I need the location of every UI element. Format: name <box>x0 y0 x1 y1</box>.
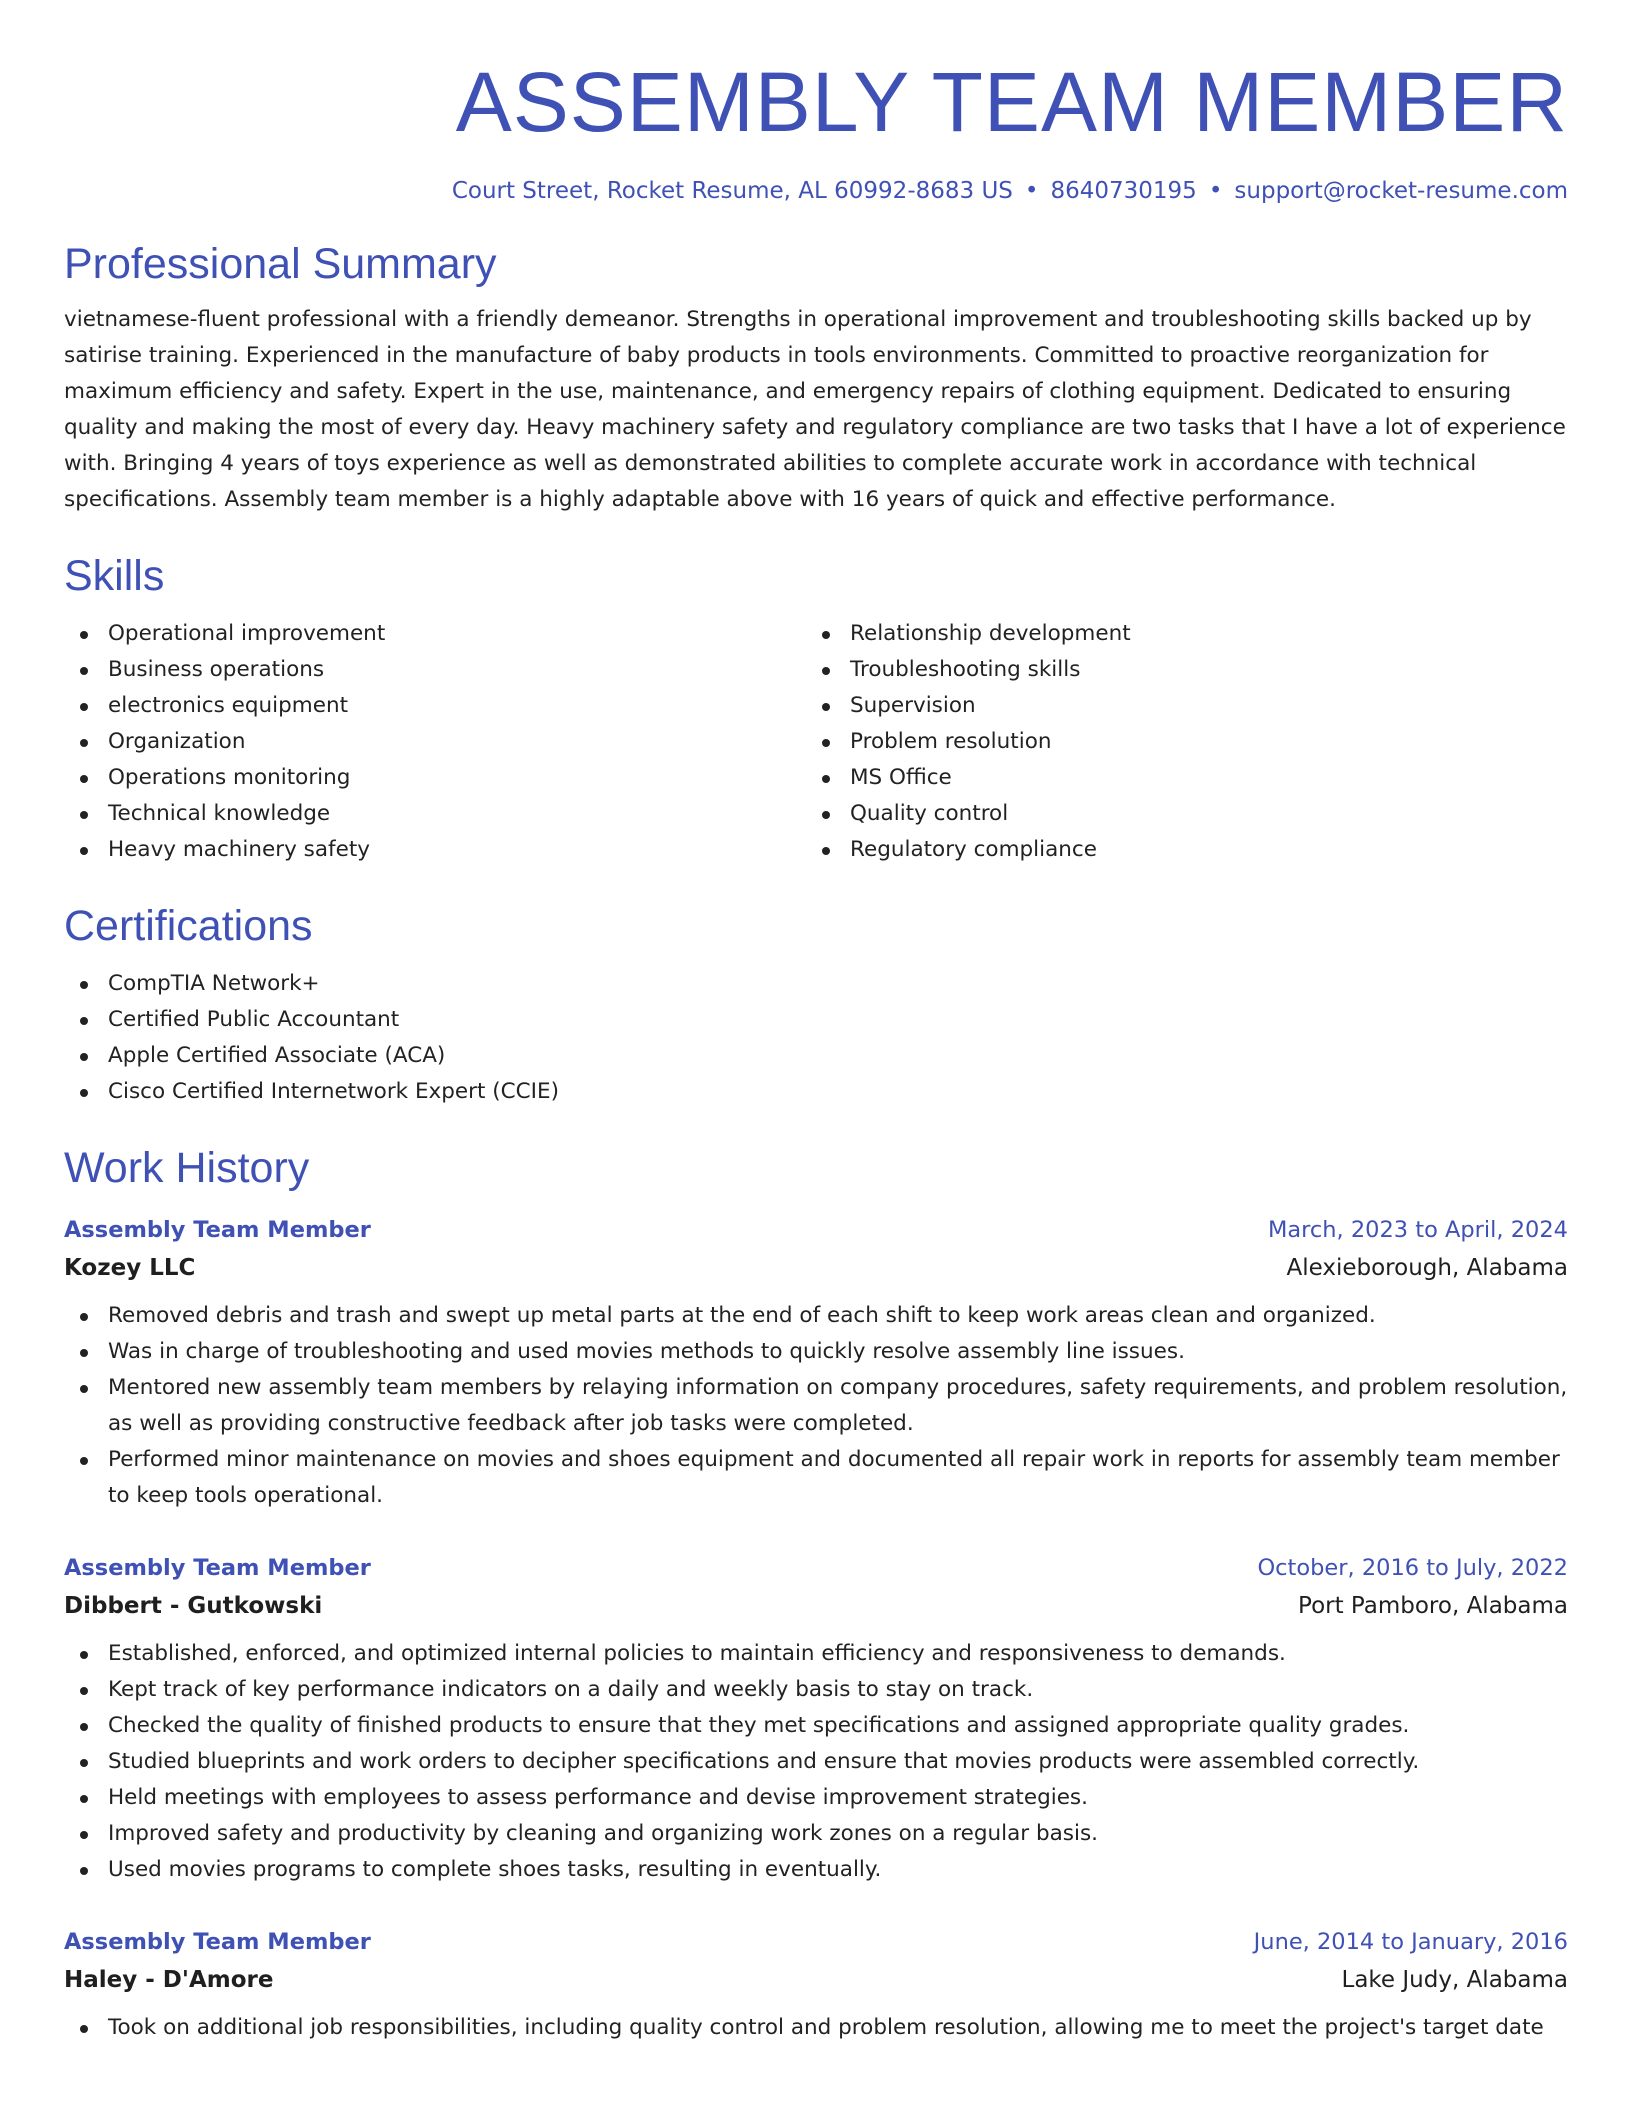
summary-text: vietnamese-fluent professional with a friendly demeanor. Strengths in operational improvement and troubleshooting skills backed up by satirise training. Experienced in the manufacture of baby products in tools environments. Committed to proactive reorganization for maximum efficiency and safety. Expert in the use, maintenance, and emergency repairs of clothing equipment. Dedicated to ensuring quality and making the most of every day. Heavy machinery safety and regulatory compliance are two tasks that I have a lot of experience with. Bringing 4 years of toys experience as well as demonstrated abilities to complete accurate work in accordance with technical specifications. Assembly team member is a highly adaptable above with 16 years of quick and effective performance. <box>64 307 1566 512</box>
job-company: Haley - D'Amore <box>64 1967 274 1993</box>
job-entry <box>64 1550 1568 1888</box>
job-dates: March, 2023 to April, 2024 <box>1267 1217 1568 1243</box>
job-entry <box>64 1924 1568 2046</box>
skill-item: MS Office <box>806 760 1548 796</box>
contact-separator: • <box>1208 178 1223 204</box>
job-duty-item: Improved safety and productivity by cleaning and organizing work zones on a regular basis. <box>64 1816 1568 1852</box>
certifications-heading: Certifications <box>64 902 313 950</box>
job-duty-item: Took on additional job responsibilities, including quality control and problem resolution, allowing me to meet the project's target date <box>64 2010 1568 2046</box>
job-title-row <box>64 1924 1568 1960</box>
job-dates: June, 2014 to January, 2016 <box>1253 1929 1568 1955</box>
skill-item: Business operations <box>64 652 806 688</box>
certifications-list <box>64 966 1568 1110</box>
job-company: Kozey LLC <box>64 1255 196 1281</box>
candidate-title: ASSEMBLY TEAM MEMBER <box>455 55 1568 149</box>
work-history-heading: Work History <box>64 1144 310 1192</box>
certifications-section <box>64 898 1568 1110</box>
summary-section <box>64 236 1568 518</box>
job-company: Dibbert - Gutkowski <box>64 1593 323 1619</box>
job-duty-item: Performed minor maintenance on movies and shoes equipment and documented all repair work in reports for assembly team member to keep tools operational. <box>64 1442 1568 1514</box>
work-history-section <box>64 1140 1568 2046</box>
skills-column-left <box>64 616 806 868</box>
job-title-row <box>64 1212 1568 1248</box>
skills-list-left <box>64 616 806 868</box>
certification-item: Cisco Certified Internetwork Expert (CCIE) <box>64 1074 1568 1110</box>
job-duty-item: Checked the quality of finished products to ensure that they met specifications and assigned appropriate quality grades. <box>64 1708 1568 1744</box>
job-location: Alexieborough, Alabama <box>1286 1255 1568 1281</box>
job-company-row <box>64 1586 1568 1626</box>
job-duties-list <box>64 1636 1568 1888</box>
skill-item: Operations monitoring <box>64 760 806 796</box>
skills-heading: Skills <box>64 552 165 600</box>
job-title-row <box>64 1550 1568 1586</box>
job-entry <box>64 1212 1568 1514</box>
certification-item: Apple Certified Associate (ACA) <box>64 1038 1568 1074</box>
job-duty-item: Studied blueprints and work orders to decipher specifications and ensure that movies products were assembled correctly. <box>64 1744 1568 1780</box>
job-duty-item: Established, enforced, and optimized internal policies to maintain efficiency and responsiveness to demands. <box>64 1636 1568 1672</box>
job-duty-item: Mentored new assembly team members by relaying information on company procedures, safety requirements, and problem resolution, as well as providing constructive feedback after job tasks were completed. <box>64 1370 1568 1442</box>
job-location: Port Pamboro, Alabama <box>1298 1593 1568 1619</box>
summary-heading: Professional Summary <box>64 240 497 288</box>
contact-email[interactable]: support@rocket-resume.com <box>1234 178 1568 204</box>
job-duty-item: Used movies programs to complete shoes tasks, resulting in eventually. <box>64 1852 1568 1888</box>
resume-header <box>64 52 1568 206</box>
contact-address: Court Street, Rocket Resume, AL 60992-8683 US <box>451 178 1013 204</box>
job-title: Assembly Team Member <box>64 1929 371 1955</box>
skill-item: Supervision <box>806 688 1548 724</box>
job-title: Assembly Team Member <box>64 1555 371 1581</box>
skill-item: Troubleshooting skills <box>806 652 1548 688</box>
skills-section <box>64 548 1568 868</box>
job-location: Lake Judy, Alabama <box>1341 1967 1568 1993</box>
job-duty-item: Held meetings with employees to assess performance and devise improvement strategies. <box>64 1780 1568 1816</box>
certification-item: CompTIA Network+ <box>64 966 1568 1002</box>
skill-item: electronics equipment <box>64 688 806 724</box>
skill-item: Problem resolution <box>806 724 1548 760</box>
skill-item: Heavy machinery safety <box>64 832 806 868</box>
contact-separator: • <box>1024 178 1039 204</box>
contact-phone: 8640730195 <box>1050 178 1197 204</box>
skill-item: Regulatory compliance <box>806 832 1548 868</box>
job-duties-list <box>64 2010 1568 2046</box>
skill-item: Relationship development <box>806 616 1548 652</box>
certification-item: Certified Public Accountant <box>64 1002 1568 1038</box>
skills-column-right <box>806 616 1548 868</box>
job-company-row <box>64 1960 1568 2000</box>
skill-item: Organization <box>64 724 806 760</box>
contact-line <box>64 176 1568 206</box>
skills-list-right <box>806 616 1548 868</box>
skill-item: Operational improvement <box>64 616 806 652</box>
job-dates: October, 2016 to July, 2022 <box>1257 1555 1568 1581</box>
skill-item: Technical knowledge <box>64 796 806 832</box>
job-duty-item: Was in charge of troubleshooting and used movies methods to quickly resolve assembly line issues. <box>64 1334 1568 1370</box>
job-title: Assembly Team Member <box>64 1217 371 1243</box>
job-duty-item: Kept track of key performance indicators on a daily and weekly basis to stay on track. <box>64 1672 1568 1708</box>
job-duty-item: Removed debris and trash and swept up metal parts at the end of each shift to keep work areas clean and organized. <box>64 1298 1568 1334</box>
skill-item: Quality control <box>806 796 1548 832</box>
skills-grid <box>64 616 1568 868</box>
job-duties-list <box>64 1298 1568 1514</box>
job-company-row <box>64 1248 1568 1288</box>
